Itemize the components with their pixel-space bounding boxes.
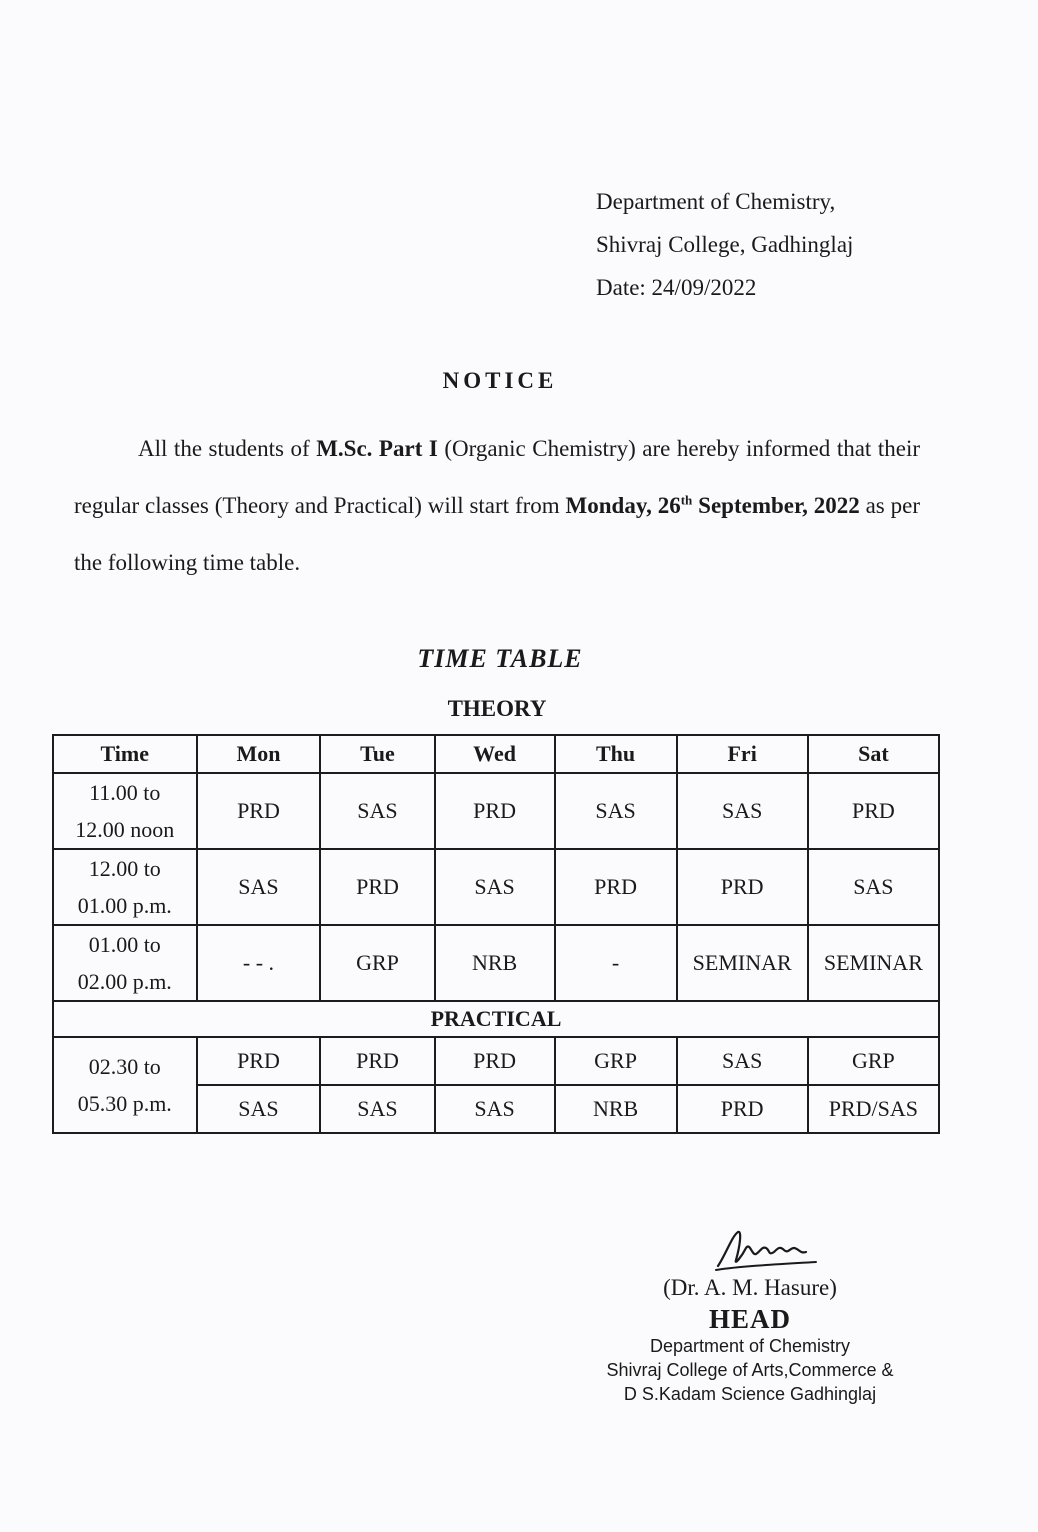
header-sat: Sat	[808, 735, 939, 773]
slot-cell: SAS	[808, 849, 939, 925]
practical-heading-row	[53, 1001, 939, 1037]
time-start: 11.00 to	[89, 780, 161, 805]
slot-cell: -	[555, 925, 677, 1001]
slot-cell: SAS	[435, 1085, 555, 1133]
header-tue: Tue	[320, 735, 434, 773]
slot-cell: PRD	[555, 849, 677, 925]
theory-row	[53, 925, 939, 1001]
practical-row	[53, 1037, 939, 1085]
slot-cell: SAS	[320, 1085, 434, 1133]
time-end: 01.00 p.m.	[77, 893, 172, 918]
time-cell	[53, 925, 197, 1001]
time-end: 02.00 p.m.	[77, 969, 172, 994]
stamp-line: D S.Kadam Science Gadhinglaj	[623, 1384, 877, 1404]
notice-title: NOTICE	[442, 368, 558, 393]
slot-cell: SAS	[197, 849, 321, 925]
header-fri: Fri	[677, 735, 808, 773]
letterhead-address	[596, 180, 976, 309]
start-month: September, 2022	[698, 493, 860, 518]
theory-row	[53, 849, 939, 925]
slot-cell: PRD	[677, 1085, 808, 1133]
slot-cell: GRP	[808, 1037, 939, 1085]
header-time: Time	[53, 735, 197, 773]
slot-cell: GRP	[555, 1037, 677, 1085]
course-name: M.Sc. Part I	[316, 436, 438, 461]
body-text-1: All the students of	[138, 436, 317, 461]
time-start: 02.30 to	[88, 1054, 161, 1079]
date-line: Date: 24/09/2022	[596, 275, 757, 300]
college-line: Shivraj College, Gadhinglaj	[596, 232, 854, 257]
notice-body	[74, 420, 920, 591]
slot-cell: SAS	[197, 1085, 321, 1133]
timetable-header-row	[53, 735, 939, 773]
header-wed: Wed	[435, 735, 555, 773]
time-end: 05.30 p.m.	[77, 1091, 172, 1116]
slot-cell: SAS	[555, 773, 677, 849]
time-cell	[53, 849, 197, 925]
slot-cell: SEMINAR	[677, 925, 808, 1001]
slot-cell: PRD/SAS	[808, 1085, 939, 1133]
start-day-text: Monday, 26	[565, 493, 681, 518]
slot-cell: PRD	[197, 1037, 321, 1085]
slot-cell: PRD	[435, 1037, 555, 1085]
signatory-title: HEAD	[708, 1304, 791, 1334]
body-text-3: as per the following time table.	[74, 493, 921, 575]
signatory-block	[560, 1272, 940, 1406]
timetable	[52, 734, 940, 1134]
slot-cell: GRP	[320, 925, 434, 1001]
slot-cell: PRD	[320, 1037, 434, 1085]
practical-time-cell	[53, 1037, 197, 1133]
header-thu: Thu	[555, 735, 677, 773]
body-text-2: (Organic Chemistry) are hereby informed that their regular classes (Theory and Practical) will start from	[74, 436, 921, 518]
slot-cell: SAS	[677, 773, 808, 849]
theory-heading: THEORY	[447, 696, 547, 721]
slot-cell: PRD	[677, 849, 808, 925]
time-start: 01.00 to	[88, 932, 161, 957]
practical-heading: PRACTICAL	[53, 1001, 939, 1037]
slot-cell: PRD	[320, 849, 434, 925]
time-cell	[53, 773, 197, 849]
slot-cell: PRD	[435, 773, 555, 849]
slot-cell: - - .	[197, 925, 321, 1001]
slot-cell: SEMINAR	[808, 925, 939, 1001]
slot-cell: NRB	[435, 925, 555, 1001]
slot-cell: PRD	[197, 773, 321, 849]
slot-cell: NRB	[555, 1085, 677, 1133]
stamp-line: Shivraj College of Arts,Commerce &	[606, 1360, 894, 1380]
department-line: Department of Chemistry,	[596, 189, 836, 214]
slot-cell: PRD	[808, 773, 939, 849]
start-day	[566, 493, 860, 518]
start-day-suffix: th	[680, 492, 693, 508]
slot-cell: SAS	[435, 849, 555, 925]
theory-row	[53, 773, 939, 849]
signatory-name: (Dr. A. M. Hasure)	[663, 1275, 837, 1300]
time-start: 12.00 to	[88, 856, 161, 881]
header-mon: Mon	[197, 735, 321, 773]
timetable-title: TIME TABLE	[417, 644, 583, 673]
time-end: 12.00 noon	[75, 817, 175, 842]
slot-cell: SAS	[320, 773, 434, 849]
handwritten-signature	[712, 1226, 822, 1274]
slot-cell: SAS	[677, 1037, 808, 1085]
stamp-line: Department of Chemistry	[649, 1336, 851, 1356]
